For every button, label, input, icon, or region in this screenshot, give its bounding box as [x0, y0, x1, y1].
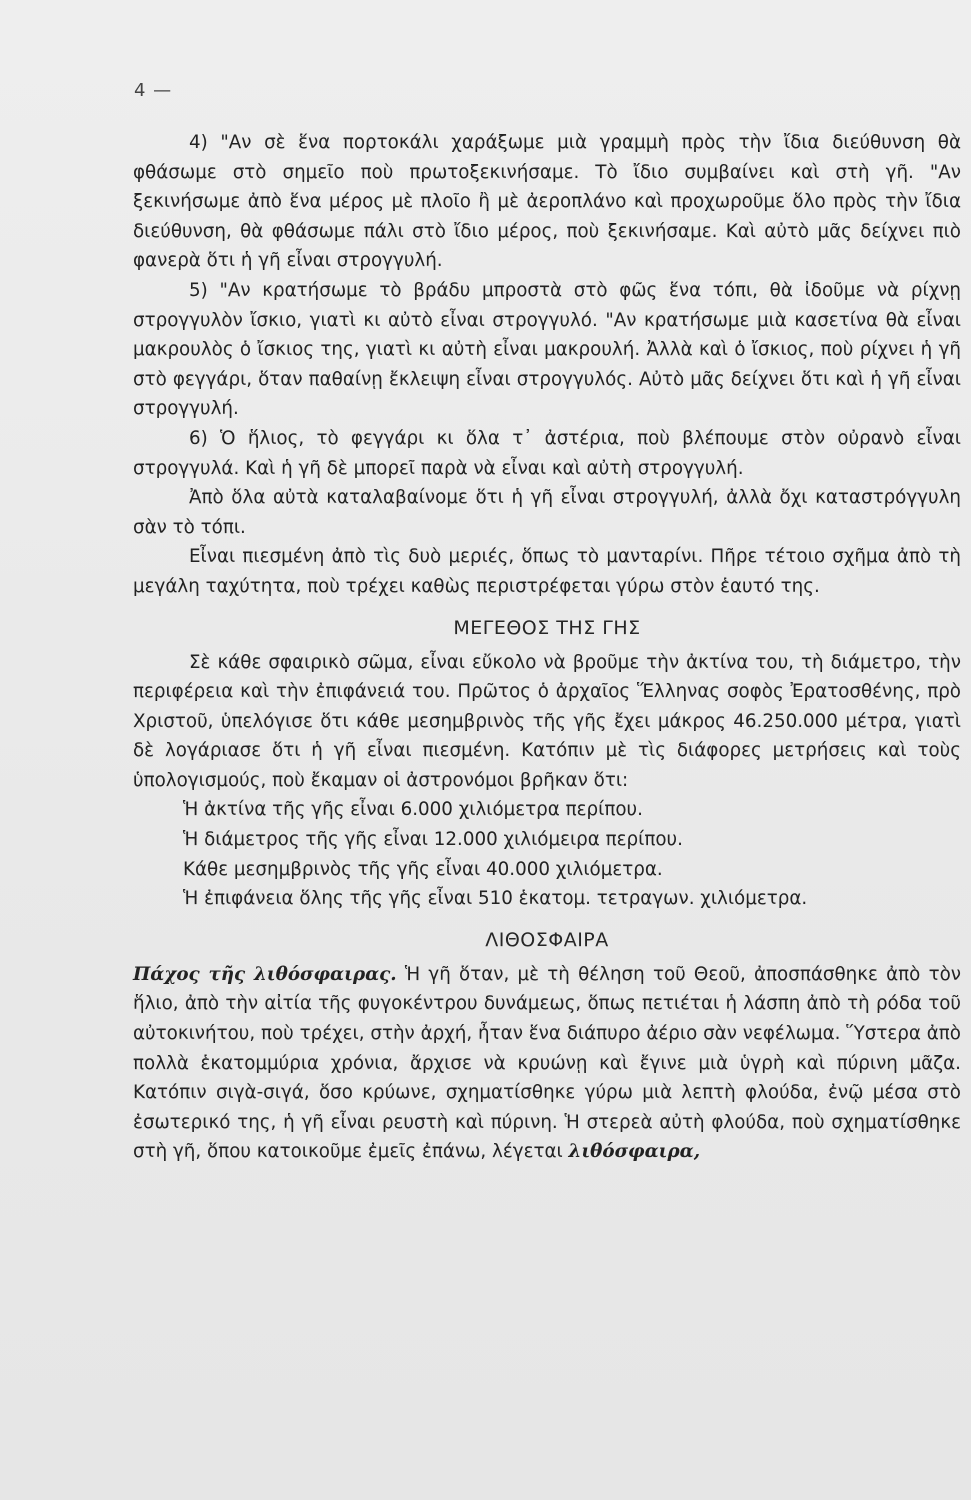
fact-surface: Ἡ ἐπιφάνεια ὅλης τῆς γῆς εἶναι 510 ἑκατομ. τετραγων. χιλιόμετρα. [183, 888, 808, 910]
paragraph-eratosthenes: Σὲ κάθε σφαιρικὸ σῶμα, εἶναι εὔκολο νὰ βροῦμε τὴν ἀκτίνα του, τὴ διάμετρο, τὴν περιφέρεια καὶ τὴν ἐπιφάνειά του. Πρῶτος ὁ ἀρχαῖος Ἕλληνας σοφὸς Ἐρατοσθένης, πρὸ Χριστοῦ, ὑπελόγισε ὅτι κάθε μεσημβρινὸς τῆς γῆς ἔχει μάκρος 46.250.000 μέτρα, γιατὶ δὲ λογάριασε ὅτι ἡ γῆ εἶναι πιεσμένη. Κατόπιν μὲ τὶς διάφορες μετρήσεις καὶ τοὺς ὑπολογισμούς, ποὺ ἔκαμαν οἱ ἀστρονόμοι βρῆκαν ὅτι: [133, 651, 961, 791]
paragraph-shadow-proof: 5) "Αν κρατήσωμε τὸ βράδυ μπροστὰ στὸ φῶς ἕνα τόπι, θὰ ἰδοῦμε νὰ ρίχνῃ στρογγυλὸν ἴσκιο, γιατὶ κι αὐτὸ εἶναι στρογγυλό. "Αν κρατήσωμε μιὰ κασετίνα θὰ εἶναι μακρουλὸς ὁ ἴσκιος της, γιατὶ κι αὐτὴ εἶναι μακρουλή. Ἀλλὰ καὶ ὁ ἴσκιος, ποὺ ρίχνει ἡ γῆ στὸ φεγγάρι, ὅταν παθαίνῃ ἔκλειψη εἶναι στρογγυλός. Αὐτὸ μᾶς δείχνει ὅτι καὶ ἡ γῆ εἶναι στρογγυλή. [133, 279, 961, 420]
lithosphere-body: Ἡ γῆ ὅταν, μὲ τὴ θέληση τοῦ Θεοῦ, ἀποσπάσθηκε ἀπὸ τὸν ἥλιο, ἀπὸ τὴν αἰτία τῆς φυγοκέντρου δυνάμεως, ὅπως πετιέται ἡ λάσπη ἀπὸ τὴ ρόδα τοῦ αὐτοκινήτου, ποὺ τρέχει, στὴν ἀρχή, ἦταν ἕνα διάπυρο ἀέριο σὰν νεφέλωμα. Ὕστερα ἀπὸ πολλὰ ἑκατομμύρια χρόνια, ἄρχισε νὰ κρυώνῃ καὶ ἔγινε μιὰ ὑγρὴ καὶ πύρινη μᾶζα. Κατόπιν σιγὰ-σιγά, ὅσο κρύωνε, σχηματίσθηκε γύρω μιὰ λεπτὴ φλούδα, ἐνῷ μέσα στὸ ἐσωτερικό της, ἡ γῆ εἶναι ρευστὴ καὶ πύρινη. Ἡ στερεὰ αὐτὴ φλούδα, ποὺ σχηματίσθηκε στὴ γῆ, ὅπου κατοικοῦμε ἐμεῖς ἐπάνω, λέγεται [133, 963, 961, 1163]
lithosphere-term: λιθόσφαιρα, [568, 1141, 701, 1163]
page-number: 4 — [134, 80, 173, 101]
paragraph-celestial-bodies: 6) Ὁ ἥλιος, τὸ φεγγάρι κι ὅλα τ᾽ ἀστέρια, ποὺ βλέπουμε στὸν οὐρανὸ εἶναι στρογγυλά. Καὶ ἡ γῆ δὲ μπορεῖ παρὰ νὰ εἶναι καὶ αὐτὴ στρογγυλή. [133, 427, 961, 479]
heading-earth-size: ΜΕΓΕΘΟΣ ΤΗΣ ΓΗΣ [453, 616, 641, 639]
paragraph-flattened-shape: Εἶναι πιεσμένη ἀπὸ τὶς δυὸ μεριές, ὅπως τὸ μανταρίνι. Πῆρε τέτοιο σχῆμα ἀπὸ τὴ μεγάλη ταχύτητα, ποὺ τρέχει καθὼς περιστρέφεται γύρω στὸν ἑαυτό της. [133, 546, 961, 597]
page-body [133, 128, 961, 1167]
fact-diameter: Ἡ διάμετρος τῆς γῆς εἶναι 12.000 χιλιόμειρα περίπου. [183, 829, 683, 851]
fact-meridian: Κάθε μεσημβρινὸς τῆς γῆς εἶναι 40.000 χιλιόμετρα. [183, 858, 663, 880]
lithosphere-lead: Πάχος τῆς λιθόσφαιρας. [133, 963, 397, 985]
paragraph-lithosphere [133, 960, 961, 1167]
paragraph-orange-proof: 4) "Αν σὲ ἕνα πορτοκάλι χαράξωμε μιὰ γραμμὴ πρὸς τὴν ἴδια διεύθυνση θὰ φθάσωμε στὸ σημεῖο ποὺ πρωτοξεκινήσαμε. Τὸ ἴδιο συμβαίνει καὶ στὴ γῆ. "Αν ξεκινήσωμε ἀπὸ ἕνα μέρος μὲ πλοῖο ἢ μὲ ἀεροπλάνο καὶ προχωροῦμε ὅλο πρὸς τὴν ἴδια διεύθυνση, θὰ φθάσωμε πάλι στὸ ἴδιο μέρος, ποὺ ξεκινήσαμε. Καὶ αὐτὸ μᾶς δείχνει πιὸ φανερὰ ὅτι ἡ γῆ εἶναι στρογγυλή. [133, 132, 961, 272]
paragraph-conclusion: Ἀπὸ ὅλα αὐτὰ καταλαβαίνομε ὅτι ἡ γῆ εἶναι στρογγυλή, ἀλλὰ ὄχι καταστρόγγυλη σὰν τὸ τόπι. [133, 487, 961, 538]
fact-radius: Ἡ ἀκτίνα τῆς γῆς εἶναι 6.000 χιλιόμετρα περίπου. [183, 799, 643, 821]
heading-lithosphere: ΛΙΘΟΣΦΑΙΡΑ [485, 928, 609, 951]
